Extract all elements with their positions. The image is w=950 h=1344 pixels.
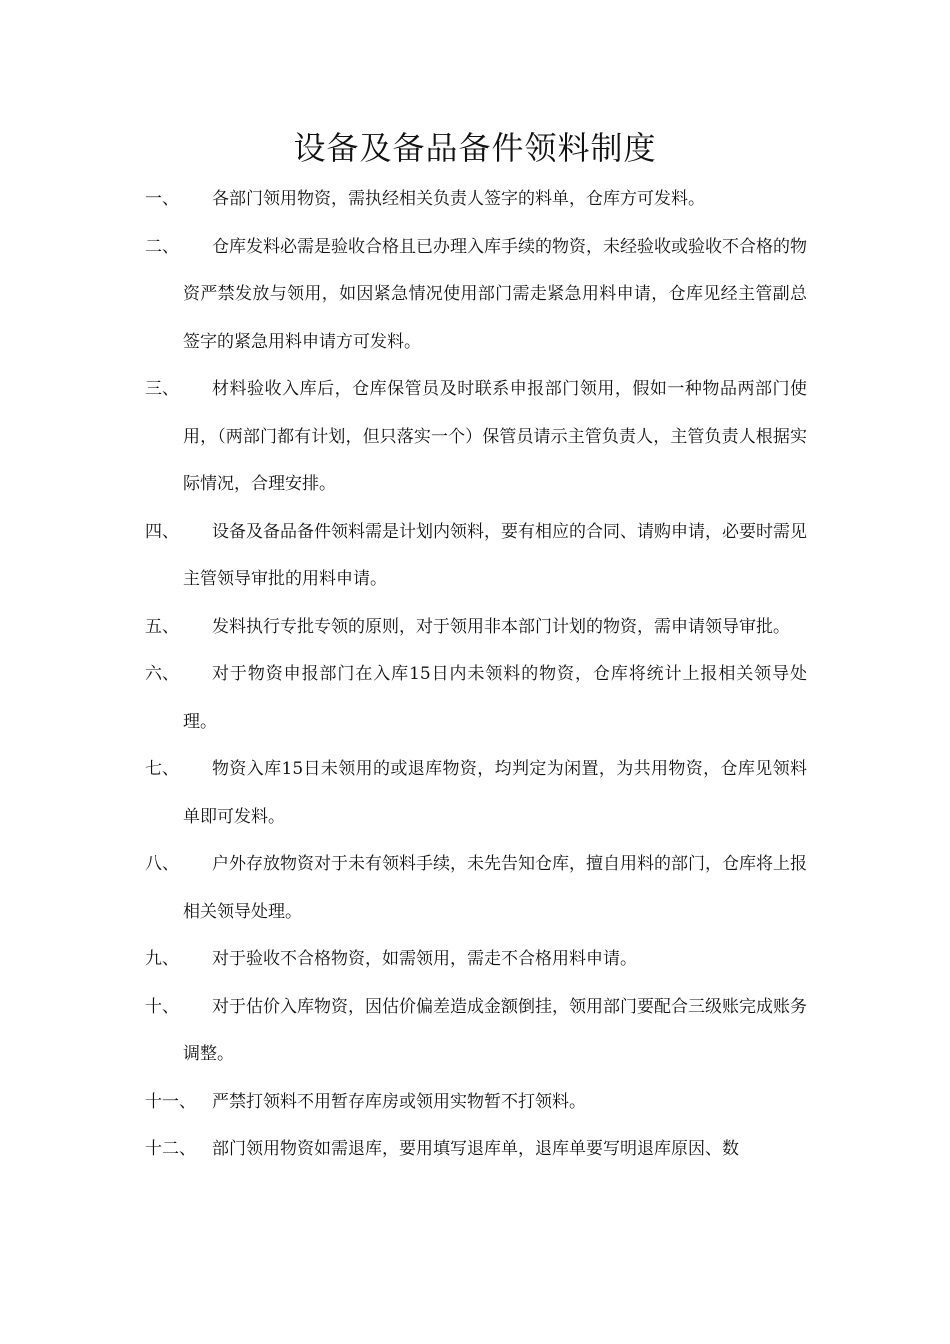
clause-text: 设备及备品备件领料需是计划内领料，要有相应的合同、请购申请，必要时需见主管领导审批的用料申请。 (183, 521, 807, 589)
clause-text: 对于验收不合格物资，如需领用，需走不合格用料申请。 (212, 949, 637, 969)
clause-text: 对于估价入库物资，因估价偏差造成金额倒挂，领用部门要配合三级账完成账务调整。 (183, 996, 807, 1064)
clause-number: 六、 (145, 664, 179, 684)
clause-number: 七、 (145, 759, 179, 779)
clause-text: 各部门领用物资，需执经相关负责人签字的料单，仓库方可发料。 (212, 189, 705, 209)
clause-10 (0, 984, 950, 1079)
clause-text: 部门领用物资如需退库，要用填写退库单，退库单要写明退库原因、数 (212, 1139, 739, 1159)
clause-number: 四、 (145, 521, 179, 542)
document-title: 设备及备品备件领料制度 (293, 129, 657, 167)
clause-number: 九、 (145, 949, 179, 969)
clause-6 (0, 651, 950, 746)
clause-number: 三、 (145, 379, 179, 399)
clause-4 (0, 509, 950, 604)
clause-number: 八、 (145, 854, 179, 874)
clause-1 (0, 176, 950, 224)
clause-8 (0, 841, 950, 936)
clause-text: 对于物资申报部门在入库15日内未领料的物资，仓库将统计上报相关领导处理。 (183, 664, 807, 732)
clause-number: 一、 (145, 189, 179, 209)
clause-9 (0, 936, 950, 984)
clause-number: 五、 (145, 616, 179, 637)
clause-12 (0, 1126, 950, 1174)
clause-text: 户外存放物资对于未有领料手续，未先告知仓库，擅自用料的部门，仓库将上报相关领导处理。 (183, 854, 807, 922)
clause-number: 十、 (145, 996, 179, 1017)
clause-2 (0, 224, 950, 367)
clause-text: 严禁打领料不用暂存库房或领用实物暂不打领料。 (212, 1091, 586, 1112)
clause-text: 发料执行专批专领的原则，对于领用非本部门计划的物资，需申请领导审批。 (212, 616, 790, 637)
clause-number: 十二、 (145, 1139, 196, 1159)
clause-text: 仓库发料必需是验收合格且已办理入库手续的物资，未经验收或验收不合格的物资严禁发放与领用，如因紧急情况使用部门需走紧急用料申请，仓库见经主管副总签字的紧急用料申请方可发料。 (183, 236, 807, 352)
clause-text: 物资入库15日未领用的或退库物资，均判定为闲置，为共用物资，仓库见领料单即可发料。 (183, 759, 807, 827)
clause-7 (0, 746, 950, 841)
clause-number: 二、 (145, 236, 179, 257)
clause-3 (0, 366, 950, 509)
clause-5 (0, 604, 950, 652)
clause-text: 材料验收入库后，仓库保管员及时联系申报部门领用，假如一种物品两部门使用，（两部门都有计划，但只落实一个）保管员请示主管负责人，主管负责人根据实际情况，合理安排。 (183, 379, 807, 494)
clause-list (0, 176, 950, 1174)
clause-11 (0, 1079, 950, 1127)
clause-number: 十一、 (145, 1091, 196, 1112)
